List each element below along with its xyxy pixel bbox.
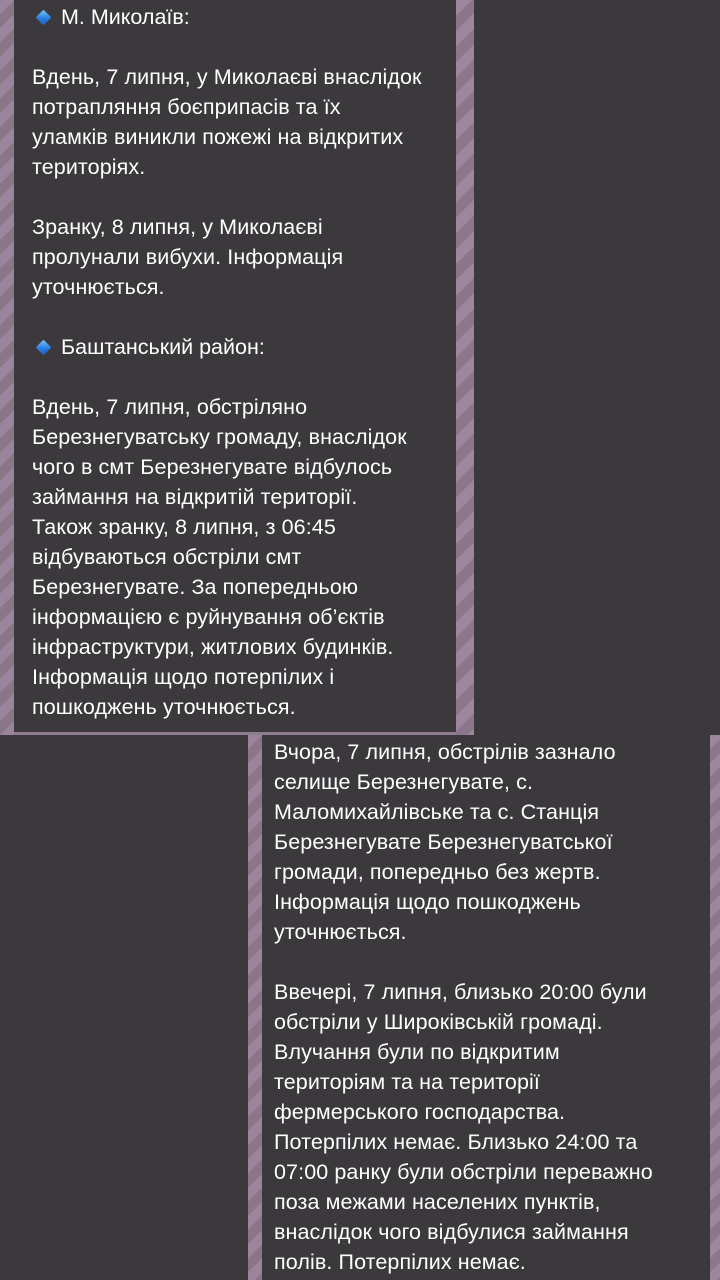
message-line: Інформація щодо пошкоджень <box>274 890 581 914</box>
message-line: Вдень, 7 липня, обстріляно <box>32 395 308 419</box>
message-line: чого в смт Березнегувате відбулось <box>32 455 393 479</box>
message-bubble-bereznehuvate[interactable] <box>262 735 710 1280</box>
message-line: Березнегуватську громаду, внаслідок <box>32 425 407 449</box>
message-bubble-mykolaiv[interactable] <box>14 0 456 732</box>
chat-background-dark <box>0 735 248 1280</box>
chat-wallpaper <box>248 735 262 1280</box>
message-line: потрапляння боєприпасів та їх <box>32 95 341 119</box>
chat-background-dark <box>474 0 720 735</box>
message-line: обстріли у Широківській громаді. <box>274 1010 603 1034</box>
heading-text: Баштанський район: <box>61 335 265 359</box>
message-line: уточнюється. <box>32 275 165 299</box>
message-line: інфраструктури, житлових будинків. <box>32 635 394 659</box>
message-line: Зранку, 8 липня, у Миколаєві <box>32 215 323 239</box>
message-line: Ввечері, 7 липня, близько 20:00 були <box>274 980 647 1004</box>
message-line: Маломихайлівське та с. Станція <box>274 800 600 824</box>
heading-text: М. Миколаїв: <box>61 5 190 29</box>
message-line: Інформація щодо потерпілих і <box>32 665 335 689</box>
message-line: територіям та на території <box>274 1070 540 1094</box>
message-line: Вчора, 7 липня, обстрілів зазнало <box>274 740 616 764</box>
message-line: Березнегувате. За попередньою <box>32 575 359 599</box>
message-line: Також зранку, 8 липня, з 06:45 <box>32 515 336 539</box>
message-line: пролунали вибухи. Інформація <box>32 245 344 269</box>
message-line: Березнегувате Березнегуватської <box>274 830 613 854</box>
message-line: відбуваються обстріли смт <box>32 545 302 569</box>
message-line: Влучання були по відкритим <box>274 1040 560 1064</box>
message-heading <box>32 2 456 32</box>
message-line: внаслідок чого відбулися займання <box>274 1220 629 1244</box>
message-line: інформацією є руйнування об’єктів <box>32 605 385 629</box>
message-line: полів. Потерпілих немає. <box>274 1250 526 1274</box>
message-line: займання на відкритій території. <box>32 485 358 509</box>
message-line: територіях. <box>32 155 146 179</box>
chat-wallpaper <box>0 0 14 735</box>
chat-wallpaper <box>710 735 720 1280</box>
blue-diamond-icon <box>36 339 52 355</box>
chat-wallpaper <box>456 0 474 735</box>
message-line: селище Березнегувате, с. <box>274 770 534 794</box>
message-line: пошкоджень уточнюється. <box>32 695 296 719</box>
blue-diamond-icon <box>36 9 52 25</box>
message-line: 07:00 ранку були обстріли переважно <box>274 1160 653 1184</box>
message-line: громади, попередньо без жертв. <box>274 860 601 884</box>
message-line: Потерпілих немає. Близько 24:00 та <box>274 1130 638 1154</box>
message-line: фермерського господарства. <box>274 1100 566 1124</box>
message-line: поза межами населених пунктів, <box>274 1190 601 1214</box>
message-line: уламків виникли пожежі на відкритих <box>32 125 404 149</box>
message-line: Вдень, 7 липня, у Миколаєві внаслідок <box>32 65 422 89</box>
message-line: уточнюється. <box>274 920 407 944</box>
message-heading <box>32 332 456 362</box>
